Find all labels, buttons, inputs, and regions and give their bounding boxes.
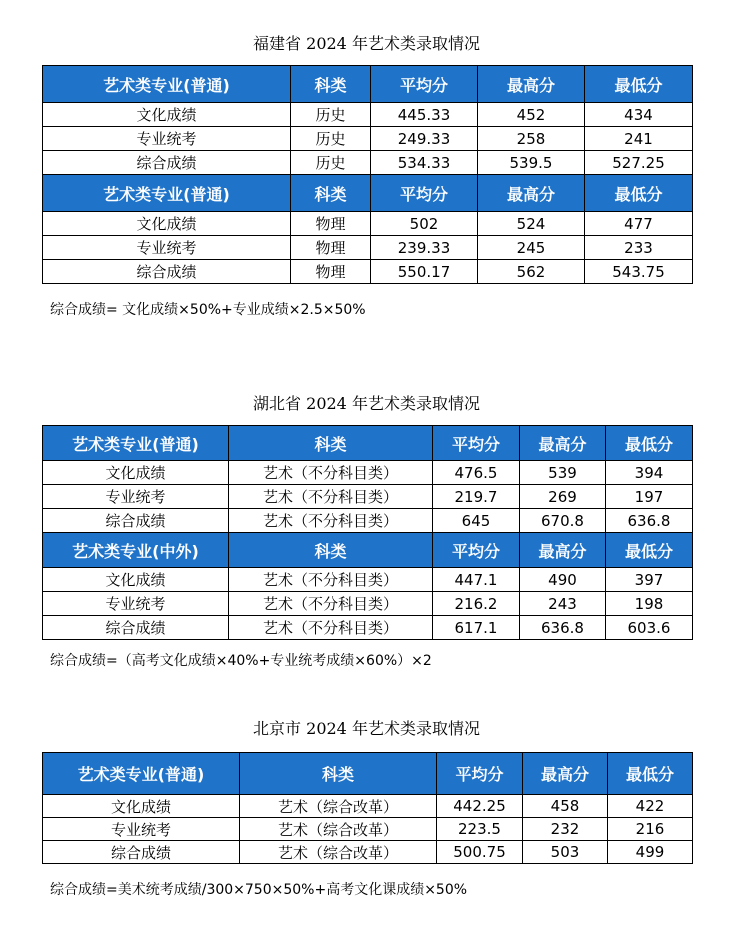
cell: 445.33 xyxy=(371,103,478,127)
header-cell: 最高分 xyxy=(523,753,608,795)
table-header-row xyxy=(43,753,693,795)
cell: 241 xyxy=(585,127,693,151)
header-cell: 最高分 xyxy=(520,426,606,461)
hubei-title: 湖北省 2024 年艺术类录取情况 xyxy=(253,394,480,413)
cell: 物理 xyxy=(291,260,371,284)
cell: 534.33 xyxy=(371,151,478,175)
cell: 603.6 xyxy=(606,616,693,640)
table-row xyxy=(43,509,693,533)
cell: 422 xyxy=(608,795,693,818)
cell: 499 xyxy=(608,841,693,864)
cell: 197 xyxy=(606,485,693,509)
table-row xyxy=(43,616,693,640)
cell: 综合成绩 xyxy=(43,616,229,640)
header-cell: 艺术类专业(普通) xyxy=(43,426,229,461)
cell: 艺术（综合改革） xyxy=(240,841,437,864)
hubei-formula-note: 综合成绩=（高考文化成绩×40%+专业统考成绩×60%）×2 xyxy=(50,653,432,669)
cell: 专业统考 xyxy=(43,818,240,841)
cell: 综合成绩 xyxy=(43,260,291,284)
cell: 219.7 xyxy=(433,485,520,509)
cell: 艺术（不分科目类） xyxy=(229,461,433,485)
cell: 综合成绩 xyxy=(43,841,240,864)
cell: 258 xyxy=(478,127,585,151)
cell: 476.5 xyxy=(433,461,520,485)
header-cell: 平均分 xyxy=(433,426,520,461)
cell: 539.5 xyxy=(478,151,585,175)
cell: 艺术（不分科目类） xyxy=(229,485,433,509)
cell: 245 xyxy=(478,236,585,260)
header-cell: 平均分 xyxy=(371,175,478,212)
cell: 434 xyxy=(585,103,693,127)
table-row xyxy=(43,127,693,151)
cell: 艺术（不分科目类） xyxy=(229,616,433,640)
cell: 历史 xyxy=(291,103,371,127)
cell: 550.17 xyxy=(371,260,478,284)
cell: 477 xyxy=(585,212,693,236)
cell: 447.1 xyxy=(433,568,520,592)
cell: 269 xyxy=(520,485,606,509)
cell: 历史 xyxy=(291,151,371,175)
cell: 233 xyxy=(585,236,693,260)
cell: 专业统考 xyxy=(43,127,291,151)
cell: 专业统考 xyxy=(43,236,291,260)
beijing-title: 北京市 2024 年艺术类录取情况 xyxy=(253,719,480,738)
table-header-row xyxy=(43,426,693,461)
fujian-table xyxy=(42,65,693,284)
header-cell: 科类 xyxy=(291,66,371,103)
cell: 文化成绩 xyxy=(43,103,291,127)
cell: 物理 xyxy=(291,212,371,236)
header-cell: 艺术类专业(普通) xyxy=(43,175,291,212)
cell: 500.75 xyxy=(437,841,523,864)
cell: 636.8 xyxy=(520,616,606,640)
cell: 文化成绩 xyxy=(43,795,240,818)
header-cell: 最低分 xyxy=(585,175,693,212)
fujian-formula-note: 综合成绩= 文化成绩×50%+专业成绩×2.5×50% xyxy=(50,302,366,318)
header-cell: 平均分 xyxy=(433,533,520,568)
cell: 232 xyxy=(523,818,608,841)
cell: 专业统考 xyxy=(43,485,229,509)
table-row xyxy=(43,212,693,236)
table-row xyxy=(43,795,693,818)
cell: 394 xyxy=(606,461,693,485)
cell: 专业统考 xyxy=(43,592,229,616)
table-row xyxy=(43,103,693,127)
cell: 文化成绩 xyxy=(43,212,291,236)
header-cell: 最低分 xyxy=(608,753,693,795)
table-header-row xyxy=(43,66,693,103)
hubei-table xyxy=(42,425,693,640)
header-cell: 最低分 xyxy=(606,426,693,461)
cell: 617.1 xyxy=(433,616,520,640)
table-row xyxy=(43,260,693,284)
cell: 艺术（综合改革） xyxy=(240,818,437,841)
cell: 645 xyxy=(433,509,520,533)
header-cell: 最低分 xyxy=(606,533,693,568)
cell: 历史 xyxy=(291,127,371,151)
cell: 198 xyxy=(606,592,693,616)
table-row xyxy=(43,841,693,864)
table-row xyxy=(43,461,693,485)
cell: 物理 xyxy=(291,236,371,260)
cell: 670.8 xyxy=(520,509,606,533)
header-cell: 最高分 xyxy=(478,175,585,212)
table-row xyxy=(43,568,693,592)
cell: 543.75 xyxy=(585,260,693,284)
cell: 490 xyxy=(520,568,606,592)
cell: 艺术（综合改革） xyxy=(240,795,437,818)
cell: 458 xyxy=(523,795,608,818)
cell: 综合成绩 xyxy=(43,509,229,533)
cell: 527.25 xyxy=(585,151,693,175)
cell: 502 xyxy=(371,212,478,236)
fujian-title: 福建省 2024 年艺术类录取情况 xyxy=(253,34,480,53)
table-header-row xyxy=(43,175,693,212)
table-row xyxy=(43,485,693,509)
cell: 243 xyxy=(520,592,606,616)
table-row xyxy=(43,818,693,841)
table-row xyxy=(43,236,693,260)
header-cell: 艺术类专业(普通) xyxy=(43,753,240,795)
cell: 239.33 xyxy=(371,236,478,260)
cell: 216.2 xyxy=(433,592,520,616)
cell: 636.8 xyxy=(606,509,693,533)
beijing-table xyxy=(42,752,693,864)
header-cell: 平均分 xyxy=(371,66,478,103)
header-cell: 科类 xyxy=(240,753,437,795)
cell: 452 xyxy=(478,103,585,127)
cell: 249.33 xyxy=(371,127,478,151)
cell: 397 xyxy=(606,568,693,592)
beijing-formula-note: 综合成绩=美术统考成绩/300×750×50%+高考文化课成绩×50% xyxy=(50,882,468,898)
header-cell: 艺术类专业(中外) xyxy=(43,533,229,568)
header-cell: 科类 xyxy=(229,426,433,461)
cell: 539 xyxy=(520,461,606,485)
cell: 503 xyxy=(523,841,608,864)
cell: 文化成绩 xyxy=(43,461,229,485)
header-cell: 科类 xyxy=(291,175,371,212)
cell: 综合成绩 xyxy=(43,151,291,175)
table-row xyxy=(43,151,693,175)
cell: 562 xyxy=(478,260,585,284)
cell: 艺术（不分科目类） xyxy=(229,592,433,616)
header-cell: 平均分 xyxy=(437,753,523,795)
cell: 艺术（不分科目类） xyxy=(229,568,433,592)
cell: 223.5 xyxy=(437,818,523,841)
cell: 文化成绩 xyxy=(43,568,229,592)
cell: 216 xyxy=(608,818,693,841)
cell: 524 xyxy=(478,212,585,236)
header-cell: 最高分 xyxy=(520,533,606,568)
header-cell: 最低分 xyxy=(585,66,693,103)
table-row xyxy=(43,592,693,616)
cell: 442.25 xyxy=(437,795,523,818)
header-cell: 艺术类专业(普通) xyxy=(43,66,291,103)
table-header-row xyxy=(43,533,693,568)
header-cell: 最高分 xyxy=(478,66,585,103)
header-cell: 科类 xyxy=(229,533,433,568)
cell: 艺术（不分科目类） xyxy=(229,509,433,533)
